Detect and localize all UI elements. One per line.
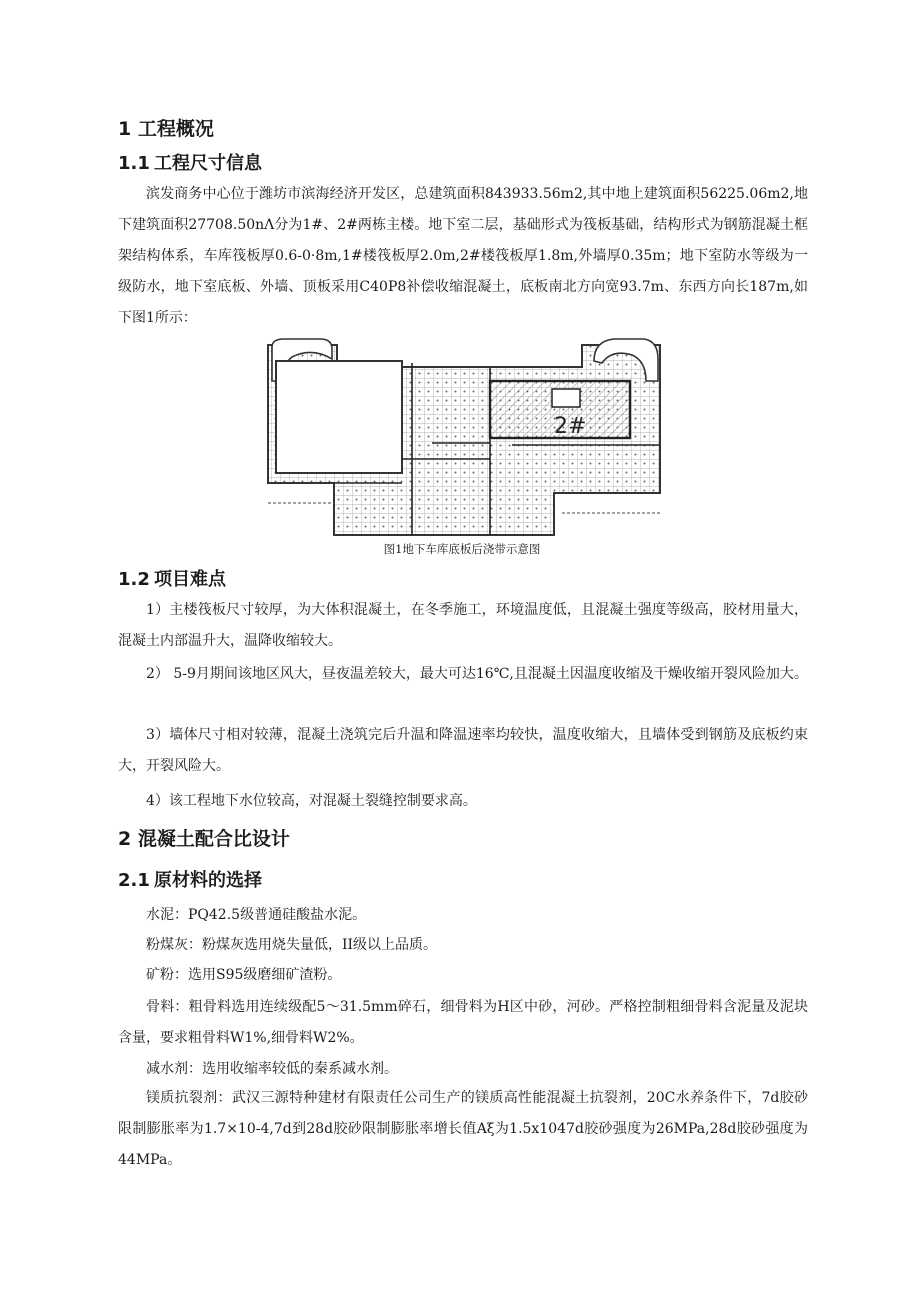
section-number: 1.1 [118,153,150,174]
building-2-label: 2# [554,414,587,439]
material-flyash: 粉煤灰：粉煤灰选用烧失量低，II级以上品质。 [146,937,438,953]
section-2-heading: 2 混凝土配合比设计 [118,828,290,850]
material-cement: 水泥：PQ42.5级普通硅酸盐水泥。 [146,907,367,923]
section-title: 原材料的选择 [154,870,262,891]
section-title: 项目难点 [154,569,226,590]
intro-paragraph: 滨发商务中心位于潍坊市滨海经济开发区，总建筑面积843933.56m2,其中地上建筑面积56225.06m2,地下建筑面积27708.50nΛ分为1#、2#两栋主楼。地下室二层，基础形式为筏板基础，结构形式为钢筋混凝土框架结构体系，车库筏板厚0.6-0·8m,1#楼筏板厚2.0m,2#楼筏板厚1.8m,外墙厚0.35m；地下室防水等级为一级防水，地下室底板、外墙、顶板采用C40P8补偿收缩混凝土，底板南北方向宽93.7m、东西方向长187m,如下图1所示： [118,186,808,326]
section-2-1-heading [118,866,262,892]
material-reducer: 减水剂：选用收缩率较低的秦系减水剂。 [146,1061,398,1077]
section-1-1-heading [118,149,262,175]
material-slag: 矿粉：选用S95级磨细矿渣粉。 [146,967,342,983]
building-1-footprint [276,361,402,473]
section-number: 2.1 [118,870,150,891]
section-number: 1.2 [118,569,150,590]
difficulty-4: 4）该工程地下水位较高，对混凝土裂缝控制要求高。 [146,793,477,809]
section-title: 工程尺寸信息 [154,153,262,174]
figure-1-caption: 图1地下车库底板后浇带示意图 [383,542,541,556]
building-2-core [552,389,580,407]
material-aggregate: 骨料：粗骨料选用连续级配5～31.5mm碎石，细骨料为H区中砂，河砂。严格控制粗细骨料含泥量及泥块含量，要求粗骨料W1%,细骨料W2%。 [118,999,808,1046]
difficulty-2: 2） 5-9月期间该地区风大，昼夜温差较大，最大可达16℃,且混凝土因温度收缩及干燥收缩开裂风险加大。 [146,666,808,682]
section-1-2-heading [118,565,226,591]
floor-plan-drawing [262,333,662,538]
figure-1-floor-plan [262,333,662,538]
section-1-heading: 1 工程概况 [118,118,214,140]
difficulty-3: 3）墙体尺寸相对较薄，混凝土浇筑完后升温和降温速率均较快，温度收缩大，且墙体受到钢筋及底板约束大，开裂风险大。 [118,727,808,774]
difficulty-1: 1）主楼筏板尺寸较厚，为大体积混凝土，在冬季施工，环境温度低，且混凝土强度等级高，胶材用量大，混凝土内部温升大，温降收缩较大。 [118,602,808,649]
material-expansive: 镁质抗裂剂：武汉三源特种建材有限责任公司生产的镁质高性能混凝土抗裂剂，20C水养条件下，7d胶砂限制膨胀率为1.7×10-4,7d到28d胶砂限制膨胀率增长值Aξ为1.5x1047d胶砂强度为26MPa,28d胶砂强度为44MPa。 [118,1090,808,1168]
